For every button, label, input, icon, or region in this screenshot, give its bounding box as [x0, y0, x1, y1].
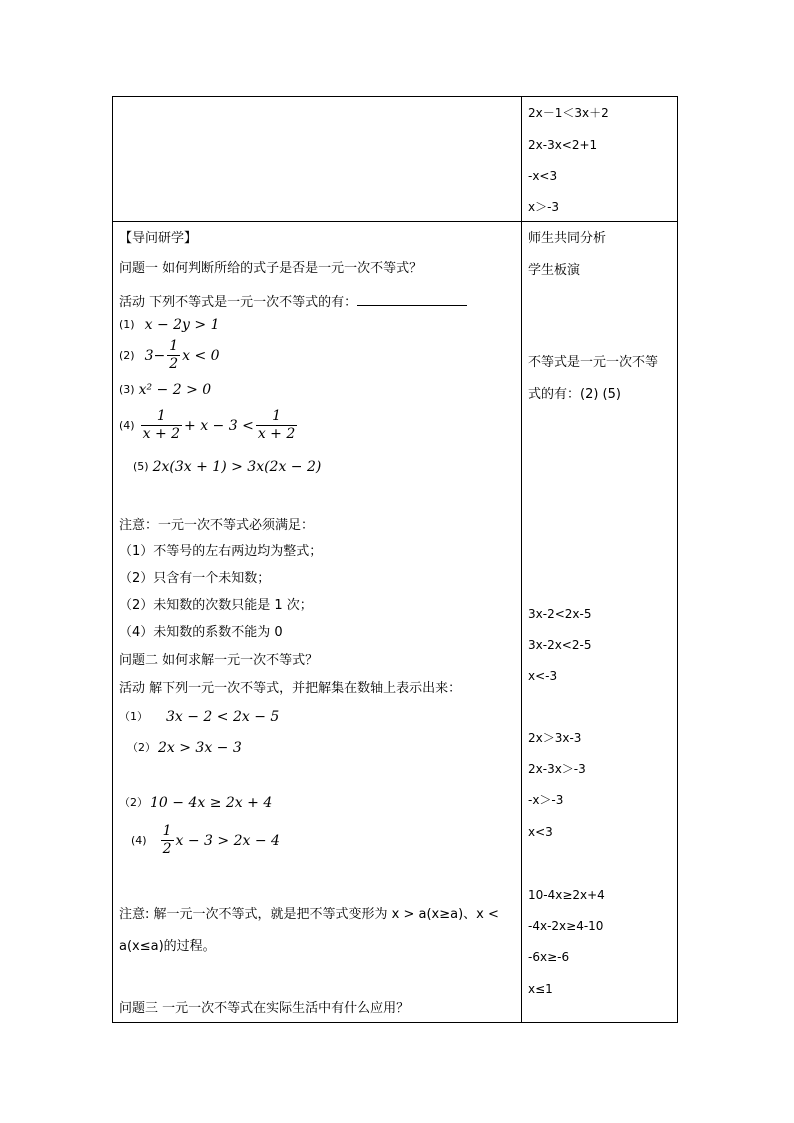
- item-math: x² − 2 > 0: [138, 382, 212, 398]
- solution-step: 3x-2<2x-5: [528, 607, 592, 621]
- exercise-label: (4): [131, 833, 147, 847]
- solution-step: 10-4x≥2x+4: [528, 888, 605, 902]
- top-solution-step-2: 2x-3x<2+1: [528, 138, 598, 152]
- solution-step: 2x-3x＞-3: [528, 762, 586, 776]
- section-title: 【导问研学】: [119, 231, 198, 246]
- inequality-item-5: [133, 459, 321, 475]
- inequality-item-3: [119, 382, 211, 398]
- exercise-math: x − 3 > 2x − 4: [175, 832, 280, 849]
- solution-step: x≤1: [528, 982, 553, 996]
- row-divider: [113, 221, 677, 222]
- solution-step: x<3: [528, 825, 553, 839]
- answer-text: 式的有：(2) (5): [528, 387, 621, 402]
- activity-one-text: 活动 下列不等式是一元一次不等式的有：: [119, 295, 358, 310]
- answer-text: 不等式是一元一次不等: [528, 355, 659, 370]
- activity-two: 活动 解下列一元一次不等式，并把解集在数轴上表示出来：: [119, 681, 462, 696]
- fraction: $\frac{1}{x + 2}$: [257, 408, 296, 442]
- exercise-2: [127, 740, 242, 756]
- item-math: 2x(3x + 1) > 3x(2x − 2): [152, 459, 322, 475]
- exercise-1: [119, 709, 279, 725]
- inequality-item-2: [119, 338, 220, 373]
- lesson-table: [112, 96, 678, 1023]
- inequality-item-1: [119, 317, 219, 333]
- top-solution-step-1: 2x－1＜3x＋2: [528, 106, 609, 120]
- item-label: (3): [119, 383, 135, 396]
- note-item: （2）未知数的次数只能是 1 次；: [119, 598, 313, 613]
- note-item: （1）不等号的左右两边均为整式；: [119, 544, 323, 559]
- column-divider: [521, 97, 522, 1022]
- exercise-label: （2）: [127, 741, 156, 754]
- exercise-math: 3x − 2 < 2x − 5: [166, 709, 280, 725]
- exercise-label: （1）: [119, 710, 148, 723]
- solution-step: 2x＞3x-3: [528, 731, 582, 745]
- item-label: (5): [133, 460, 149, 473]
- item-label: (4): [119, 418, 135, 432]
- exercise-math: 2x > 3x − 3: [158, 740, 242, 756]
- question-one: 问题一 如何判断所给的式子是否是一元一次不等式？: [119, 261, 423, 276]
- solution-step: -6x≥-6: [528, 950, 570, 964]
- item-label: (2): [119, 348, 135, 362]
- exercise-label: （2）: [119, 796, 148, 809]
- question-two: 问题二 如何求解一元一次不等式？: [119, 653, 319, 668]
- item-label: (1): [119, 318, 135, 331]
- fraction: $\frac{1}{2}$: [169, 338, 179, 372]
- solution-step: -x＞-3: [528, 793, 564, 807]
- exercise-3: [119, 795, 272, 811]
- fraction: $\frac{1}{2}$: [162, 823, 172, 857]
- note-title: 注意：一元一次不等式必须满足：: [119, 518, 315, 533]
- item-math: + x − 3 <: [184, 417, 254, 434]
- solution-step: -4x-2x≥4-10: [528, 919, 604, 933]
- item-math: x < 0: [182, 347, 220, 364]
- note-item: （2）只含有一个未知数；: [119, 571, 271, 586]
- question-three: 问题三 一元一次不等式在实际生活中有什么应用？: [119, 1001, 410, 1016]
- teacher-note: 师生共同分析: [528, 231, 607, 246]
- item-math: x − 2y > 1: [144, 317, 220, 333]
- teacher-note: 学生板演: [528, 263, 581, 278]
- inequality-item-4: [119, 408, 299, 443]
- note-item: （4）未知数的系数不能为 0: [119, 625, 283, 640]
- exercise-math: 10 − 4x ≥ 2x + 4: [150, 795, 273, 811]
- exercise-4: [131, 823, 280, 858]
- answer-blank: [357, 293, 467, 306]
- solution-step: x<-3: [528, 669, 558, 683]
- note-two-line-2: a(x≤a)的过程。: [119, 939, 216, 954]
- solution-step: 3x-2x<2-5: [528, 638, 592, 652]
- activity-one: [119, 293, 467, 311]
- top-solution-step-4: x＞-3: [528, 200, 560, 214]
- top-solution-step-3: -x<3: [528, 169, 558, 183]
- fraction: $\frac{1}{x + 2}$: [142, 408, 181, 442]
- note-two-line-1: 注意: 解一元一次不等式，就是把不等式变形为 x > a(x≥a)、x <: [119, 907, 499, 922]
- item-math: 3−: [144, 347, 166, 364]
